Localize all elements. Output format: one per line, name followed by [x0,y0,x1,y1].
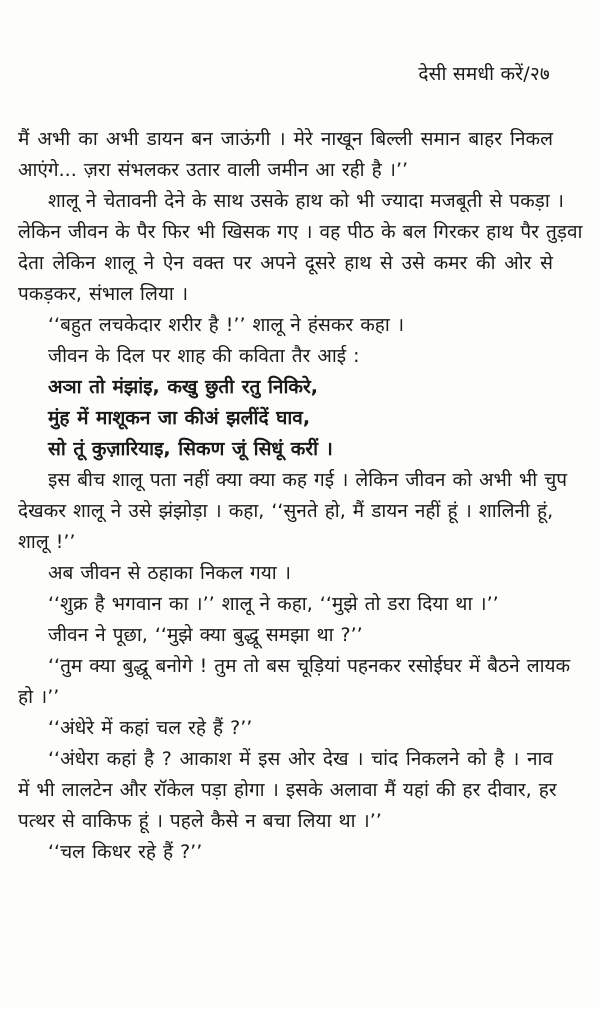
verse-line: सो तूं कुज़ारियाइ, सिकण जूं सिधूं करीं । [48,438,333,460]
text-line: ‘‘अंधेरा कहां है ? आकाश में इस ओर देख । चांद निकलने को है । नाव [48,748,553,770]
text-line: पत्थर से वाकिफ हूं । पहले कैसे न बचा लिया था ।’’ [18,810,382,832]
text-line: शालू ने चेतावनी देने के साथ उसके हाथ को भी ज्यादा मजबूती से पकड़ा । [48,190,564,212]
text-line: पकड़कर, संभाल लिया । [18,283,189,305]
verse-line: मुंह में माशूकन जा कीअं झलींदें घाव, [48,407,311,429]
text-line: ‘‘शुक्र है भगवान का ।’’ शालू ने कहा, ‘‘मुझे तो डरा दिया था ।’’ [48,593,499,615]
text-line: लेकिन जीवन के पैर फिर भी खिसक गए । वह पीठ के बल गिरकर हाथ पैर तुड़वा [18,221,583,243]
text-line: जीवन ने पूछा, ‘‘मुझे क्या बुद्धू समझा था ?’’ [48,624,363,646]
text-line: में भी लालटेन और रॉकेल पड़ा होगा । इसके अलावा मैं यहां की हर दीवार, हर [18,779,557,801]
text-line: अब जीवन से ठहाका निकल गया । [48,562,291,584]
text-line: ‘‘बहुत लचकेदार शरीर है !’’ शालू ने हंसकर कहा । [48,314,405,336]
text-line: इस बीच शालू पता नहीं क्या क्या कह गई । लेकिन जीवन को अभी भी चुप [48,469,568,491]
text-line: देखकर शालू ने उसे झंझोड़ा । कहा, ‘‘सुनते हो, मैं डायन नहीं हूं । शालिनी हूं, [18,500,554,522]
verse-line: अञा तो मंझांइ, कखु छुती रतु निकिरे, [48,376,318,398]
running-header: देसी समधी करें/२७ [418,63,550,85]
text-line: हो ।’’ [18,686,60,708]
text-line: शालू !’’ [18,531,76,553]
text-line: ‘‘तुम क्या बुद्धू बनोगे ! तुम तो बस चूड़ियां पहनकर रसोईघर में बैठने लायक [48,655,571,677]
text-line: ‘‘अंधेरे में कहां चल रहे हैं ?’’ [48,717,253,739]
text-line: मैं अभी का अभी डायन बन जाऊंगी । मेरे नाखून बिल्ली समान बाहर निकल [18,128,553,150]
text-line: देता लेकिन शालू ने ऐन वक्त पर अपने दूसरे हाथ से उसे कमर की ओर से [18,252,553,274]
text-line: ‘‘चल किधर रहे हैं ?’’ [48,841,203,863]
text-line: जीवन के दिल पर शाह की कविता तैर आई : [48,345,360,367]
page-body [18,124,583,868]
text-line: आएंगे... ज़रा संभलकर उतार वाली जमीन आ रही है ।’’ [18,159,409,181]
